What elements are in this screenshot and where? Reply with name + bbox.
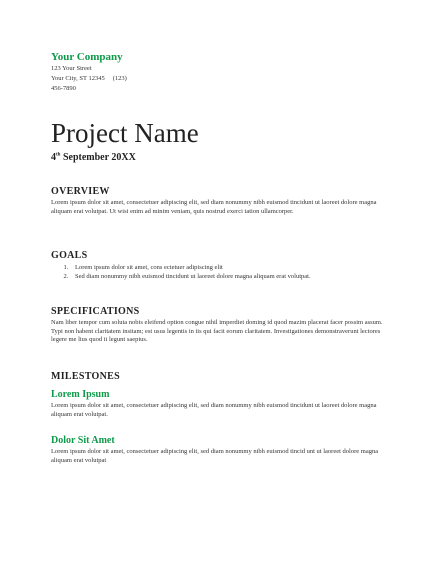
date-suffix: th [56, 152, 61, 158]
project-date [51, 152, 136, 163]
milestone-text: Lorem ipsum dolor sit amet, consectetuer adipiscing elit, sed diam nonummy nibh euismod tincidunt ut laoreet dolore magna aliquam erat volutpat. [51, 402, 377, 418]
overview-text: Lorem ipsum dolor sit amet, consectetuer adipiscing elit, sed diam nonummy nibh euismod tincidunt ut laoreet dolore magna aliquam erat volutpat. Ut wisi enim ad minim veniam, quis nostrud exerci tation ullamcorper. [51, 199, 377, 215]
date-rest: September 20XX [62, 152, 136, 163]
goal-item: 2. Sed diam nonummy nibh euismod tincidunt ut laoreet dolore magna aliquam erat volutpat. [70, 272, 391, 281]
company-city-line [51, 74, 127, 84]
project-title: Project Name [51, 118, 199, 148]
company-city: Your City, ST 12345 [51, 75, 105, 82]
milestone-title: Dolor Sit Amet [51, 435, 115, 446]
milestone-title: Lorem Ipsum [51, 389, 110, 400]
milestone-item [51, 435, 391, 465]
overview-section [51, 186, 391, 216]
date-day: 4 [51, 152, 56, 163]
specifications-heading: SPECIFICATIONS [51, 306, 140, 317]
milestones-heading: MILESTONES [51, 371, 120, 382]
company-phone-area: (123) [112, 75, 127, 82]
goals-section [51, 250, 391, 281]
milestones-section [51, 371, 391, 384]
company-street: 123 Your Street [51, 65, 92, 72]
overview-heading: OVERVIEW [51, 186, 110, 197]
goals-heading: GOALS [51, 250, 88, 261]
specifications-section [51, 306, 391, 345]
milestone-text: Lorem ipsum dolor sit amet, consectetuer adipiscing elit, sed diam nonummy nibh euismod tincid unt ut laoreet dolore magna aliquam erat volutpat [51, 448, 379, 464]
specifications-text: Nam liber tempor cum soluta nobis eleifend option congue nihil imperdiet doming id quod mazim placerat facer possim assum. Typi non habent claritatem insitam; est usus legentis in iis qui facit eorum claritatem. Investigationes demonstraverunt lectores legere me lius quod ii legunt saepius. [51, 319, 383, 344]
company-name: Your Company [51, 51, 123, 63]
company-block [51, 51, 127, 94]
goals-list [51, 263, 391, 281]
milestone-item [51, 389, 391, 419]
goal-item: 1. Lorem ipsum dolor sit amet, cons ectetuer adipiscing elit [70, 263, 391, 272]
company-phone: 456-7890 [51, 85, 76, 92]
